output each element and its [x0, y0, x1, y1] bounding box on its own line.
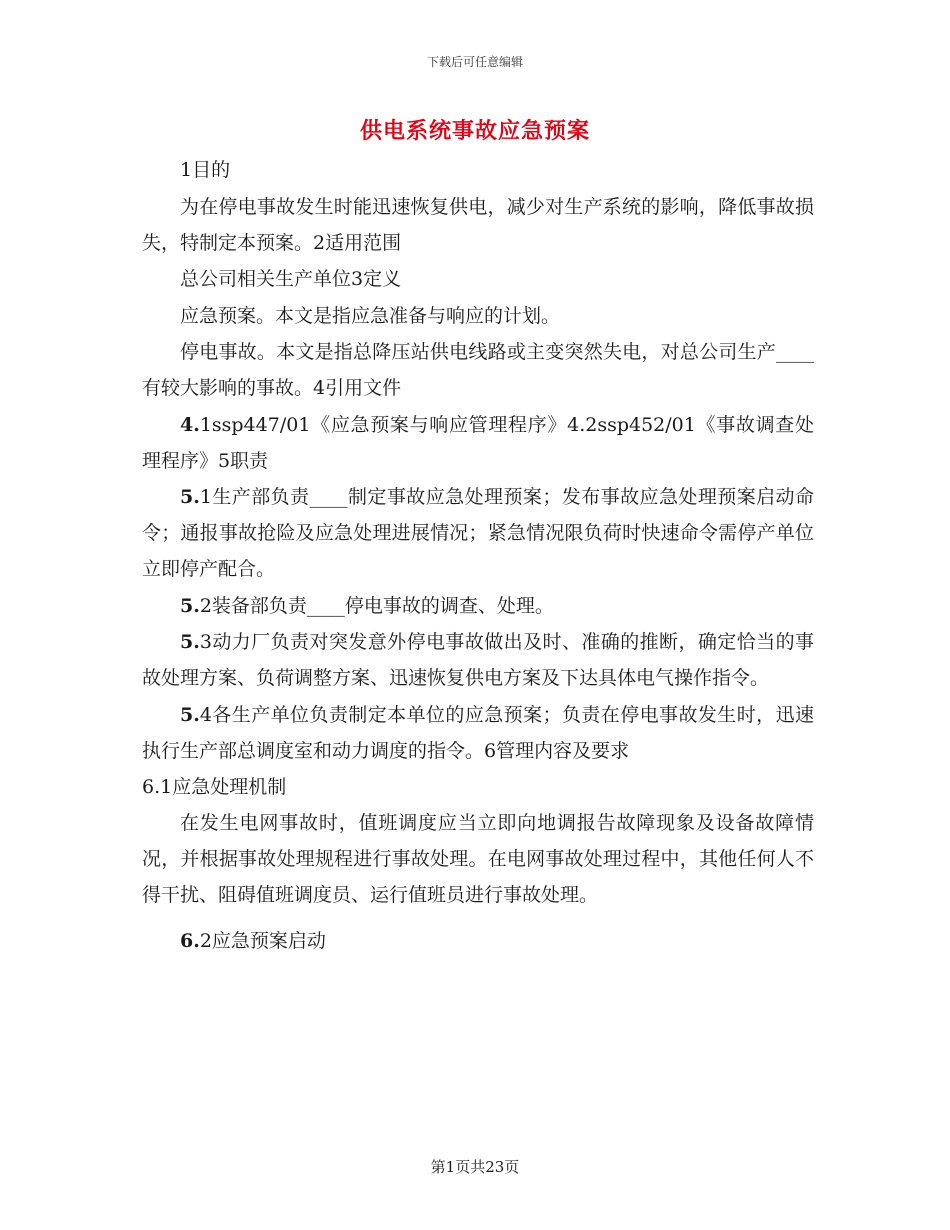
document-body — [142, 152, 814, 960]
clause-text: 2应急预案启动 — [199, 930, 326, 952]
clause-text: 2装备部负责____停电事故的调查、处理。 — [199, 594, 554, 617]
paragraph-plan-activation — [142, 923, 814, 959]
paragraph-mechanism: 在发生电网事故时，值班调度应当立即向地调报告故障现象及设备故障情况，并根据事故处理规程进行事故处理。在电网事故处理过程中，其他任何人不得干扰、阻碍值班调度员、运行值班员进行事故处理。 — [142, 812, 814, 906]
clause-number: 5. — [180, 486, 200, 508]
paragraph-purpose: 为在停电事故发生时能迅速恢复供电，减少对生产系统的影响，降低事故损失，特制定本预案。2适用范围 — [142, 195, 814, 254]
clause-number: 4. — [180, 413, 200, 436]
document-title: 供电系统事故应急预案 — [359, 118, 590, 144]
section-heading-mechanism: 6.1应急处理机制 — [142, 775, 287, 798]
clause-text: 1生产部负责____制定事故应急处理预案；发布事故应急处理预案启动命令；通报事故抢险及应急处理进展情况；紧急情况限负荷时快速命令需停产单位立即停产配合。 — [142, 486, 814, 580]
paragraph-references — [142, 407, 814, 479]
paragraph-definition-plan: 应急预案。本文是指应急准备与响应的计划。 — [180, 304, 561, 327]
paragraph-definition-outage: 停电事故。本文是指总降压站供电线路或主变突然失电，对总公司生产____有较大影响的事故。4引用文件 — [142, 341, 814, 399]
clause-text: 3动力厂负责对突发意外停电事故做出及时、准确的推断，确定恰当的事故处理方案、负荷调整方案、迅速恢复供电方案及下达具体电气操作指令。 — [142, 631, 814, 689]
clause-number: 5. — [180, 703, 200, 726]
paragraph-duty-units — [142, 697, 814, 769]
paragraph-duty-equipment — [142, 588, 814, 624]
paragraph-duty-power-plant — [142, 624, 814, 696]
clause-number: 5. — [180, 631, 200, 653]
clause-text: 4各生产单位负责制定本单位的应急预案；负责在停电事故发生时，迅速执行生产部总调度室和动力调度的指令。6管理内容及要求 — [142, 703, 814, 762]
paragraph-duty-production — [142, 479, 814, 587]
clause-number: 6. — [180, 930, 200, 952]
clause-number: 5. — [180, 594, 200, 617]
section-heading-purpose: 1目的 — [180, 159, 231, 181]
page-header: 下载后可任意编辑 — [426, 55, 523, 69]
clause-text: 1ssp447/01《应急预案与响应管理程序》4.2ssp452/01《事故调查处理程序》5职责 — [142, 413, 814, 472]
paragraph-scope: 总公司相关生产单位3定义 — [180, 268, 402, 290]
page-footer: 第1页共23页 — [430, 1158, 520, 1176]
